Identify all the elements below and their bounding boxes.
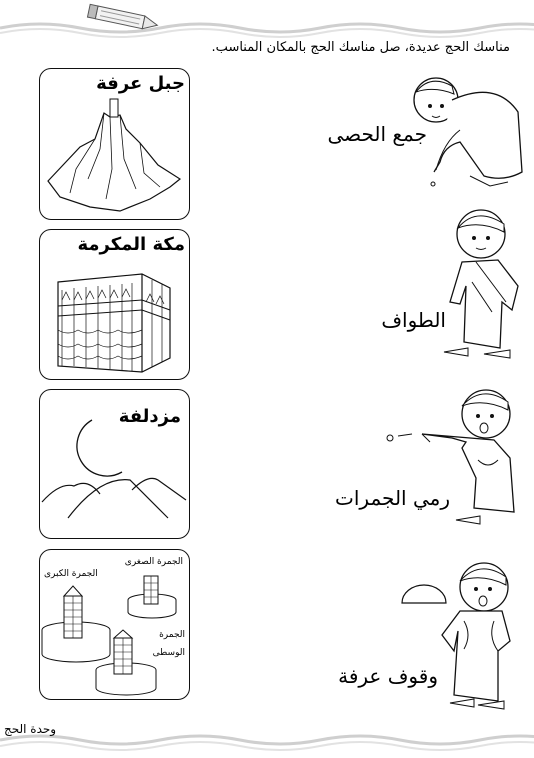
label-middle-jamrah-2: الوسطى — [152, 648, 185, 658]
boy-praying-icon — [398, 555, 528, 715]
activity-label-tawaf[interactable]: الطواف — [381, 308, 446, 332]
place-title-arafat: جبل عرفة — [96, 73, 185, 94]
top-wave-border — [0, 0, 534, 40]
label-big-jamrah: الجمرة الكبرى — [44, 569, 98, 579]
place-card-makkah[interactable] — [39, 229, 190, 380]
activity-label-jamarat[interactable]: رمي الجمرات — [335, 486, 450, 510]
boy-throwing-icon — [382, 378, 532, 538]
footer-unit-label: وحدة الحج — [4, 722, 57, 736]
place-card-muzdalifah[interactable] — [39, 389, 190, 539]
activity-label-arafah[interactable]: وقوف عرفة — [338, 664, 438, 688]
place-title-muzdalifah: مزدلفة — [118, 406, 181, 427]
place-card-arafat[interactable] — [39, 68, 190, 220]
place-title-makkah: مكة المكرمة — [77, 234, 185, 255]
activity-label-pebbles[interactable]: جمع الحصى — [327, 122, 427, 146]
label-middle-jamrah-1: الجمرة — [159, 630, 185, 640]
boy-walking-icon — [436, 202, 526, 367]
pencil-icon — [87, 4, 158, 31]
bottom-wave-border — [0, 728, 534, 758]
place-card-jamarat[interactable] — [39, 549, 190, 700]
label-small-jamrah: الجمرة الصغرى — [124, 557, 183, 567]
instruction-text: مناسك الحج عديدة، صل مناسك الحج بالمكان المناسب. — [211, 40, 510, 55]
